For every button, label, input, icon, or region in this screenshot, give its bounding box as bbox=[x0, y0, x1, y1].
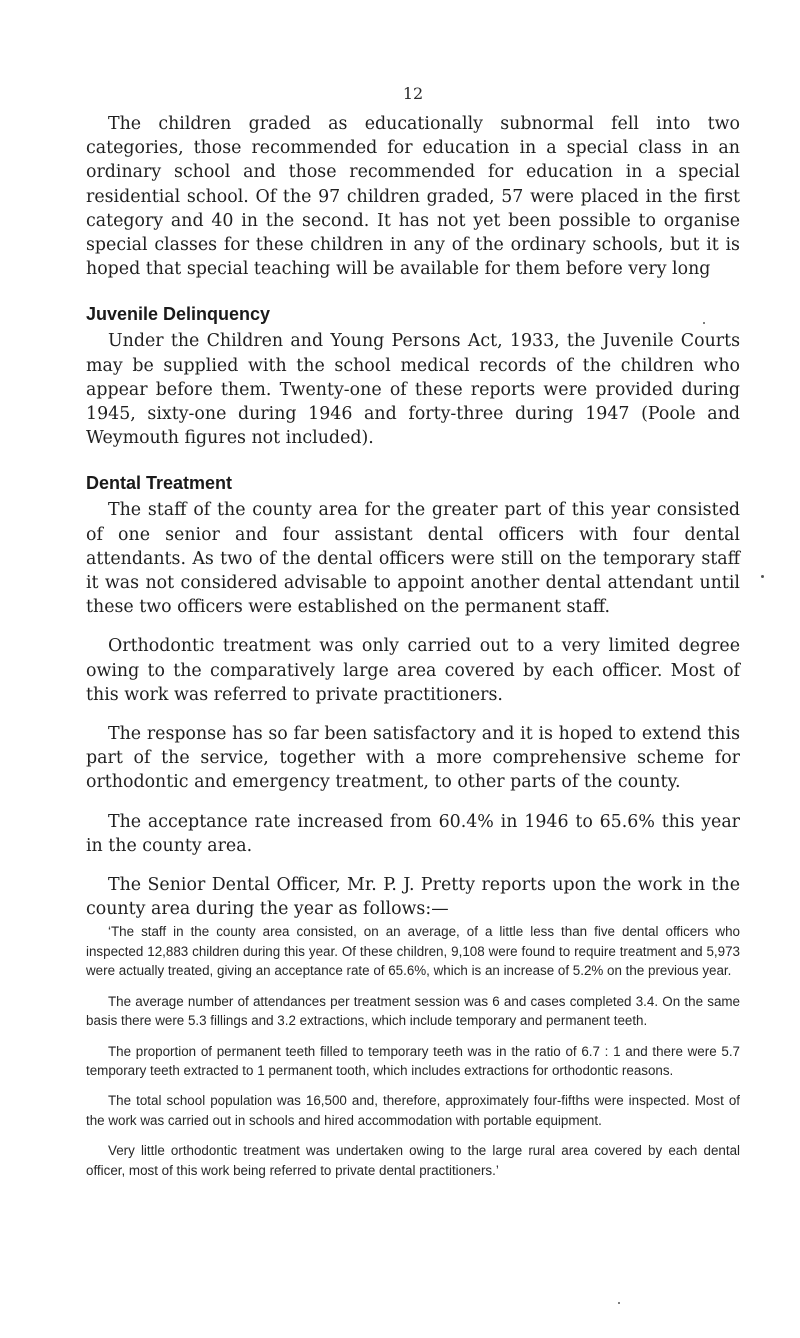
senior-dental-officer-report bbox=[86, 922, 740, 1179]
page-number: 12 bbox=[402, 84, 424, 103]
dental-paragraph-staff: The staff of the county area for the greater part of this year consisted of one senior and four assistant dental officers with four dental attendants. As two of the dental officers were still on the temporary staff it was not considered advisable to appoint another dental attendant until these two officers were established on the permanent staff. bbox=[86, 500, 740, 618]
report-paragraph-orthodontic: Very little orthodontic treatment was undertaken owing to the large rural area covered by each dental officer, most of this work being referred to private dental practitioners.’ bbox=[86, 1143, 740, 1178]
scan-speck bbox=[703, 322, 705, 324]
juvenile-delinquency-paragraph: Under the Children and Young Persons Act, 1933, the Juvenile Courts may be supplied with the school medical records of the children who appear before them. Twenty-one of these reports were provided during 1945, sixty-one during 1946 and forty-three during 1947 (Poole and Weymouth figures not included). bbox=[86, 331, 740, 449]
dental-paragraph-orthodontic: Orthodontic treatment was only carried out to a very limited degree owing to the comparatively large area covered by each officer. Most of this work was referred to private practitioners. bbox=[86, 636, 740, 705]
scan-speck bbox=[618, 1302, 620, 1304]
juvenile-delinquency-heading: Juvenile Delinquency bbox=[86, 304, 271, 325]
dental-treatment-heading: Dental Treatment bbox=[86, 473, 233, 494]
dental-paragraph-acceptance-rate: The acceptance rate increased from 60.4% in 1946 to 65.6% this year in the county area. bbox=[86, 811, 740, 856]
dental-paragraph-response: The response has so far been satisfactory and it is hoped to extend this part of the service, together with a more comprehensive scheme for orthodontic and emergency treatment, to other parts of the county. bbox=[86, 724, 740, 793]
juvenile-delinquency-section bbox=[86, 302, 740, 450]
page-content bbox=[86, 112, 740, 1180]
dental-paragraph-senior-officer: The Senior Dental Officer, Mr. P. J. Pretty reports upon the work in the county area during the year as follows:— bbox=[86, 875, 740, 920]
report-paragraph-proportion: The proportion of permanent teeth filled to temporary teeth was in the ratio of 6.7 : 1 and there were 5.7 temporary teeth extracted to 1 permanent tooth, which includes extractions for orthodontic reasons. bbox=[86, 1043, 740, 1078]
report-paragraph-population: The total school population was 16,500 and, therefore, approximately four-fifths were inspected. Most of the work was carried out in schools and hired accommodation with portable equipment. bbox=[86, 1093, 740, 1128]
report-paragraph-staff: ‘The staff in the county area consisted, on an average, of a little less than five dental officers who inspected 12,883 children during this year. Of these children, 9,108 were found to require treatment and 5,973 were actually treated, giving an acceptance rate of 65.6%, which is an increase of 5.2% on the previous year. bbox=[86, 924, 740, 979]
report-paragraph-attendances: The average number of attendances per treatment session was 6 and cases completed 3.4. On the same basis there were 5.3 fillings and 3.2 extractions, which include temporary and permanent teeth. bbox=[86, 993, 740, 1029]
scan-speck bbox=[761, 575, 764, 578]
dental-treatment-section bbox=[86, 471, 740, 921]
intro-paragraph: The children graded as educationally subnormal fell into two categories, those recommended for education in a special class in an ordinary school and those recommended for education in a special residential school. Of the 97 children graded, 57 were placed in the first category and 40 in the second. It has not yet been possible to organise special classes for these children in any of the ordinary schools, but it is hoped that special teaching will be available for them before very long bbox=[86, 114, 740, 280]
